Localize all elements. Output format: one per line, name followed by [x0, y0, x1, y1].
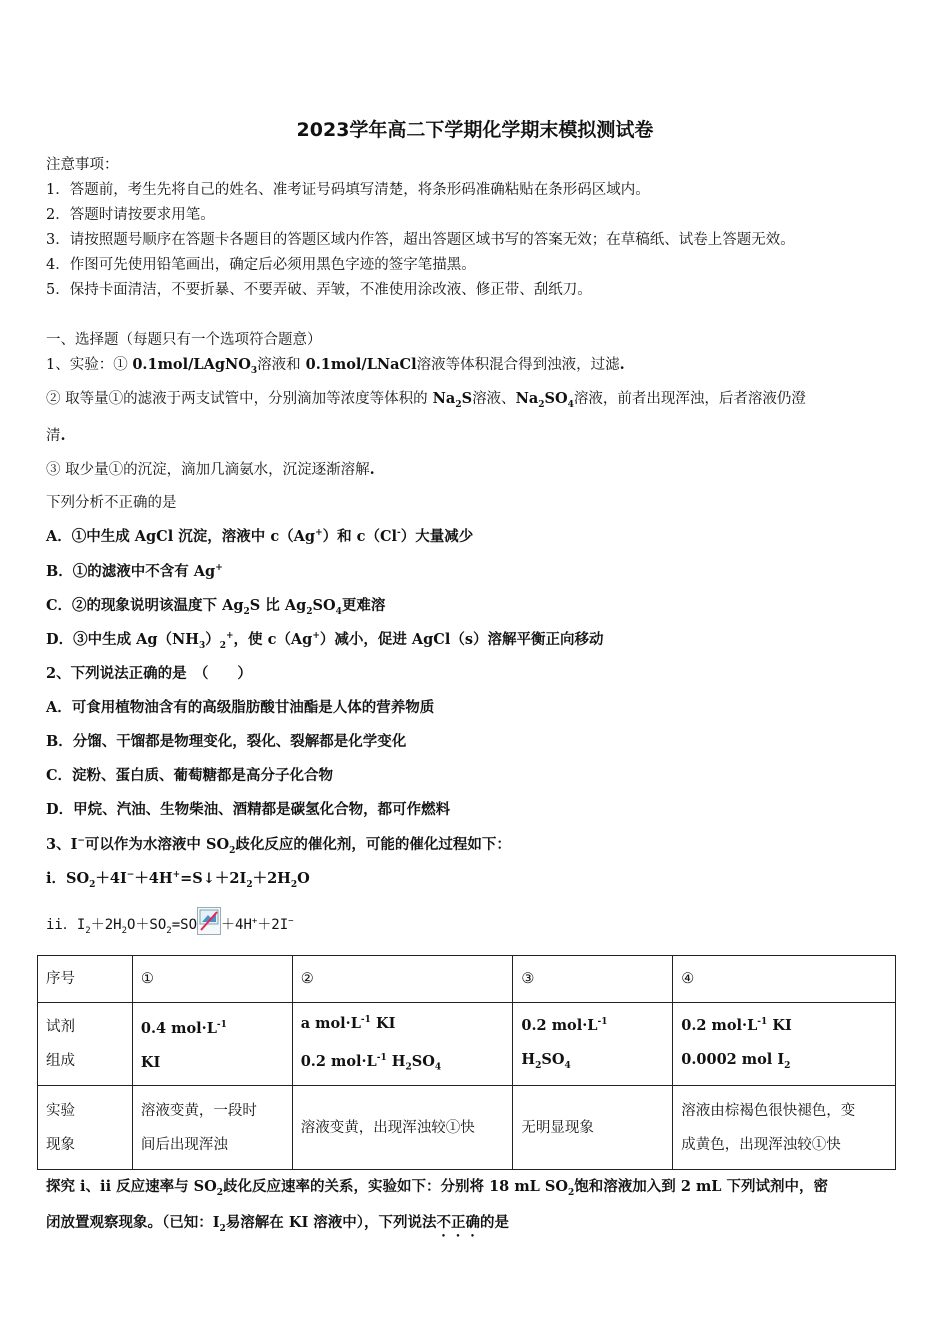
table-cell: 0.4 $mol\cdot L^{-1}$ KI	[132, 1003, 292, 1086]
q1-step2: ② 取等量①的滤液于两支试管中，分别滴加等浓度等体积的 $Na_2S$溶液、$Na_2SO_4$溶液，前者出现浑浊，后者溶液仍澄	[46, 390, 806, 410]
q1-option-a[interactable]: A．①中生成 AgCl 沉淀，溶液中 c（Ag+）和 c（Cl-）大量减少	[46, 528, 474, 545]
table-row	[38, 1003, 896, 1086]
table-cell: 溶液由棕褐色很快褪色，变 成黄色，出现浑浊较①快	[673, 1086, 896, 1170]
q3-reaction-ii: ii．$I_2+2H_2O+SO_2=SO$ ＋4H+＋2I−	[46, 907, 294, 936]
notice-heading: 注意事项：	[46, 157, 119, 173]
q3-experiment-desc: 探究 i、ii 反应速率与 $SO_2$歧化反应速率的关系，实验如下：分别将 18 mL $SO_2$饱和溶液加入到 2 mL 下列试剂中，密	[46, 1178, 829, 1198]
table-cell: 无明显现象	[513, 1086, 673, 1170]
page-title: 2023学年高二下学期化学期末模拟测试卷	[296, 119, 654, 141]
experiment-table	[37, 955, 896, 1170]
notice-item-2: 2．答题时请按要求用笔。	[46, 207, 215, 223]
table-cell: 溶液变黄，出现浑浊较①快	[292, 1086, 513, 1170]
q3-stem: 3、I−可以作为水溶液中 $SO_2$歧化反应的催化剂，可能的催化过程如下：	[46, 836, 511, 856]
q2-stem: 2、下列说法正确的是 （ ）	[46, 665, 252, 682]
table-cell-label: 试剂 组成	[38, 1003, 133, 1086]
q1-ask: 下列分析不正确的是	[46, 495, 177, 511]
table-cell: 0.2 $mol\cdot L^{-1}$ $H_2SO_4$	[513, 1003, 673, 1086]
table-cell: 0.2 $mol\cdot L^{-1}$ KI 0.0002 mol $I_2$	[673, 1003, 896, 1086]
q1-stem: 1、实验：① 0.1mol/LAgNO$_3$溶液和 0.1mol/LNaCl溶液等体积混合得到浊液，过滤.	[46, 356, 625, 376]
q1-step3: ③ 取少量①的沉淀，滴加几滴氨水，沉淀逐渐溶解.	[46, 461, 375, 478]
q1-option-c[interactable]: C．②的现象说明该温度下 $Ag_2S$ 比 $Ag_2SO_4$更难溶	[46, 597, 386, 617]
q3-reaction-i: i．$SO_2+4I^-+4H^+=S↓+2I_2+2H_2O$	[46, 870, 310, 890]
notice-item-4: 4．作图可先使用铅笔画出，确定后必须用黑色字迹的签字笔描黑。	[46, 257, 476, 273]
table-cell-label: 实验 现象	[38, 1086, 133, 1170]
table-header-cell: ③	[513, 956, 673, 1003]
notice-item-3: 3．请按照题号顺序在答题卡各题目的答题区域内作答，超出答题区域书写的答案无效；在草稿纸、试卷上答题无效。	[46, 232, 795, 248]
table-header-cell: ②	[292, 956, 513, 1003]
q1-option-d[interactable]: D．③中生成 $Ag(NH_3)_2^+$，使 c（Ag+）减小，促进 AgCl（s）溶解平衡正向移动	[46, 631, 604, 651]
table-header-cell: ④	[673, 956, 896, 1003]
table-cell: a $mol\cdot L^{-1}$ KI 0.2 $mol\cdot L^{-1}$ $H_2SO_4$	[292, 1003, 513, 1086]
table-row	[38, 956, 896, 1003]
table-header-cell: 序号	[38, 956, 133, 1003]
q3-experiment-desc-cont: 闭放置观察现象。（已知：$I_2$易溶解在 KI 溶液中），下列说法不正确的是	[46, 1214, 510, 1234]
section-heading: 一、选择题（每题只有一个选项符合题意）	[46, 332, 322, 348]
q2-option-a[interactable]: A．可食用植物油含有的高级脂肪酸甘油酯是人体的营养物质	[46, 699, 435, 716]
q2-option-b[interactable]: B．分馏、干馏都是物理变化，裂化、裂解都是化学变化	[46, 733, 407, 750]
notice-item-1: 1．答题前，考生先将自己的姓名、准考证号码填写清楚，将条形码准确粘贴在条形码区域内。	[46, 182, 650, 198]
notice-item-5: 5．保持卡面清洁，不要折暴、不要弄破、弄皱，不准使用涂改液、修正带、刮纸刀。	[46, 282, 592, 298]
table-row	[38, 1086, 896, 1170]
table-header-cell: ①	[132, 956, 292, 1003]
q2-option-c[interactable]: C．淀粉、蛋白质、葡萄糖都是高分子化合物	[46, 767, 334, 784]
table-cell: 溶液变黄，一段时 间后出现浑浊	[132, 1086, 292, 1170]
q1-option-b[interactable]: B．①的滤液中不含有 Ag+	[46, 563, 223, 580]
q2-option-d[interactable]: D．甲烷、汽油、生物柴油、酒精都是碳氢化合物，都可作燃料	[46, 801, 451, 818]
broken-image-icon	[197, 907, 221, 935]
q1-step2-cont: 清.	[46, 427, 66, 444]
